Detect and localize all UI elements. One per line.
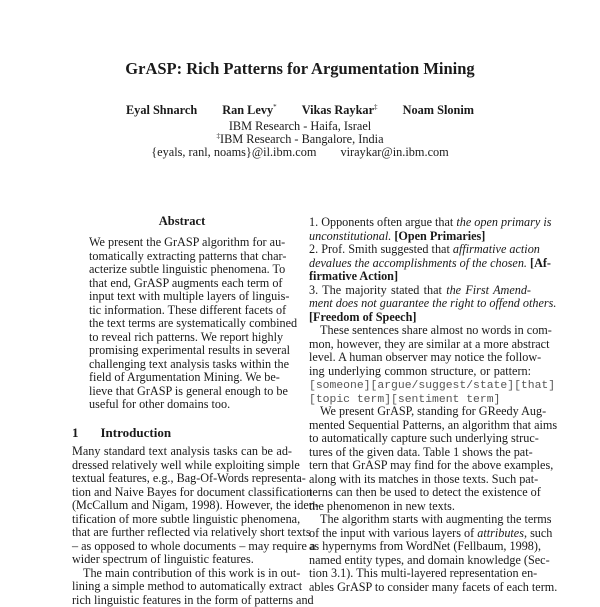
paper-title: GrASP: Rich Patterns for Argumentation Mining — [0, 59, 600, 79]
text-line — [72, 594, 292, 607]
text-line — [309, 311, 531, 325]
text-line — [72, 580, 292, 594]
text-line — [309, 459, 531, 473]
author-name: Eyal Shnarch — [126, 103, 197, 117]
text-span: the First Amend- — [446, 283, 531, 297]
text-line — [309, 297, 531, 311]
text-span: along with its matches in those texts. Such pat- — [309, 472, 538, 486]
text-line — [309, 338, 531, 352]
text-line — [89, 398, 277, 412]
text-line — [309, 365, 531, 379]
text-line — [309, 567, 531, 581]
text-span: attributes — [477, 526, 524, 540]
text-line — [72, 499, 292, 513]
text-span: promising experimental results in several — [89, 343, 290, 357]
text-span: The main contribution of this work is in out- — [83, 566, 300, 580]
text-span: useful for other domains too. — [89, 397, 230, 411]
text-line — [309, 486, 531, 500]
author — [403, 103, 474, 117]
text-span: named entity types, and domain knowledge (Sec- — [309, 553, 550, 567]
text-span: that end, GrASP augments each term of — [89, 276, 282, 290]
text-span: These sentences share almost no words in com- — [320, 323, 552, 337]
text-span: mon, however, they are similar at a more abstract — [309, 337, 549, 351]
text-span: ables GrASP to consider many facets of each term. — [309, 580, 557, 594]
text-line — [309, 378, 531, 392]
author-name: Ran Levy — [222, 103, 273, 117]
text-span: – as opposed to whole documents – may require a — [72, 539, 315, 553]
affiliation-mark: ‡ — [216, 132, 220, 140]
text-span: [someone][argue/suggest/state][that] — [309, 380, 555, 392]
author-name: Vikas Raykar — [302, 103, 374, 117]
text-line — [309, 540, 531, 554]
text-line — [309, 284, 531, 298]
text-span: field of Argumentation Mining. We be- — [89, 370, 280, 384]
text-span: [Open Primaries] — [394, 229, 485, 243]
text-span: mented Sequential Patterns, an algorithm that aims — [309, 418, 557, 432]
text-span: of the input with various layers of — [309, 526, 477, 540]
text-line — [72, 540, 292, 554]
text-span: The algorithm starts with augmenting the terms — [320, 512, 552, 526]
text-line — [309, 216, 531, 230]
text-span: challenging text analysis tasks within the — [89, 357, 289, 371]
text-span: firmative Action] — [309, 269, 398, 283]
text-span: as hypernyms from WordNet (Fellbaum, 1998), — [309, 539, 541, 553]
text-line — [309, 500, 531, 514]
text-line — [309, 432, 531, 446]
text-line — [89, 250, 277, 264]
text-line — [309, 392, 531, 406]
text-span: 2. Prof. Smith suggested that — [309, 242, 453, 256]
section-heading-introduction — [72, 425, 171, 441]
text-span: ing underlying common structure, or — [309, 364, 494, 378]
text-line — [309, 243, 531, 257]
text-span: tern that GrASP may find for the above examples, — [309, 458, 553, 472]
abstract-body — [89, 236, 277, 412]
right-column-body — [309, 216, 531, 594]
text-span: to reveal rich patterns. We report highly — [89, 330, 283, 344]
text-span: [Af- — [530, 256, 551, 270]
text-line — [72, 486, 292, 500]
text-line — [89, 277, 277, 291]
text-line — [89, 344, 277, 358]
text-line — [309, 446, 531, 460]
text-span: that are further reflected via relatively short texts — [72, 525, 311, 539]
text-line — [309, 405, 531, 419]
text-line — [72, 553, 292, 567]
text-line — [72, 445, 292, 459]
introduction-body — [72, 445, 292, 607]
text-span: 3. The majority stated that — [309, 283, 446, 297]
email: {eyals, ranl, noams}@il.ibm.com — [151, 145, 316, 159]
text-span: Many standard text analysis tasks can be ad- — [72, 444, 292, 458]
text-span: the phenomenon in new texts. — [309, 499, 455, 513]
text-span: (McCallum and Nigam, 1998). However, the iden- — [72, 498, 319, 512]
abstract-heading: Abstract — [89, 214, 275, 229]
affiliation-text: IBM Research - Bangalore, India — [220, 132, 384, 146]
text-span: [topic term][sentiment term] — [309, 394, 500, 406]
text-line — [72, 459, 292, 473]
text-line — [89, 290, 277, 304]
text-span: textual features, e.g., Bag-Of-Words representa- — [72, 471, 306, 485]
text-line — [89, 331, 277, 345]
affiliation-haifa: IBM Research - Haifa, Israel — [0, 119, 600, 134]
text-span: tion and Naive Bayes for document classification — [72, 485, 312, 499]
text-line — [309, 257, 531, 271]
text-line — [89, 304, 277, 318]
text-line — [89, 371, 277, 385]
text-span: tion 3.1). This multi-layered representation en- — [309, 566, 537, 580]
text-span: tures of the given data. Table 1 shows the pat- — [309, 445, 533, 459]
text-span: tomatically extracting patterns that char- — [89, 249, 286, 263]
text-span: to automatically capture such underlying struc- — [309, 431, 539, 445]
text-line — [89, 263, 277, 277]
text-span: affirmative action — [453, 242, 540, 256]
text-line — [89, 317, 277, 331]
text-line — [89, 358, 277, 372]
affiliation-mark: * — [273, 103, 277, 111]
text-line — [309, 554, 531, 568]
text-span: terns can then be used to detect the existence of — [309, 485, 541, 499]
author-list — [0, 103, 600, 118]
text-span: We present GrASP, standing for GReedy Aug- — [320, 404, 546, 418]
section-number: 1 — [72, 425, 79, 440]
text-line — [309, 473, 531, 487]
text-line — [309, 419, 531, 433]
text-span: dressed relatively well while exploiting simple — [72, 458, 300, 472]
author-name: Noam Slonim — [403, 103, 474, 117]
text-line — [89, 385, 277, 399]
text-span: tic information. These different facets of — [89, 303, 286, 317]
text-span: lining a simple method to automatically extract — [72, 579, 302, 593]
author — [126, 103, 197, 117]
text-line — [309, 270, 531, 284]
section-title: Introduction — [101, 425, 172, 440]
text-span: We present the GrASP algorithm for au- — [89, 235, 285, 249]
text-span: [Freedom of Speech] — [309, 310, 416, 324]
text-span: level. A human observer may notice the follow- — [309, 350, 541, 364]
text-line — [309, 527, 531, 541]
text-line — [72, 567, 292, 581]
text-span: 1. Opponents often argue that — [309, 215, 456, 229]
text-span: rich linguistic features in the form of patterns and — [72, 593, 314, 607]
author-emails — [0, 145, 600, 160]
text-line — [309, 230, 531, 244]
text-span: devalues the accomplishments of the chosen. — [309, 256, 530, 270]
text-span: : — [528, 364, 531, 378]
author — [222, 103, 276, 117]
author — [302, 103, 378, 117]
text-line — [89, 236, 277, 250]
text-span: the open primary is — [456, 215, 551, 229]
affiliation-mark: ‡ — [374, 103, 378, 111]
text-line — [309, 581, 531, 595]
text-line — [309, 513, 531, 527]
text-span: input text with multiple layers of linguis- — [89, 289, 289, 303]
text-line — [72, 513, 292, 527]
text-span: unconstitutional. — [309, 229, 394, 243]
text-line — [72, 526, 292, 540]
text-line — [72, 472, 292, 486]
text-span: tification of more subtle linguistic phenomena, — [72, 512, 300, 526]
text-line — [309, 324, 531, 338]
text-span: the text terms are systematically combined — [89, 316, 297, 330]
text-span: ment does not guarantee the right to offend others. — [309, 296, 556, 310]
text-span: lieve that GrASP is general enough to be — [89, 384, 288, 398]
email: viraykar@in.ibm.com — [340, 145, 448, 159]
text-span: , such — [524, 526, 552, 540]
text-span: acterize subtle linguistic phenomena. To — [89, 262, 285, 276]
text-span: wider spectrum of linguistic features. — [72, 552, 254, 566]
text-span: pattern — [494, 364, 528, 378]
text-line — [309, 351, 531, 365]
